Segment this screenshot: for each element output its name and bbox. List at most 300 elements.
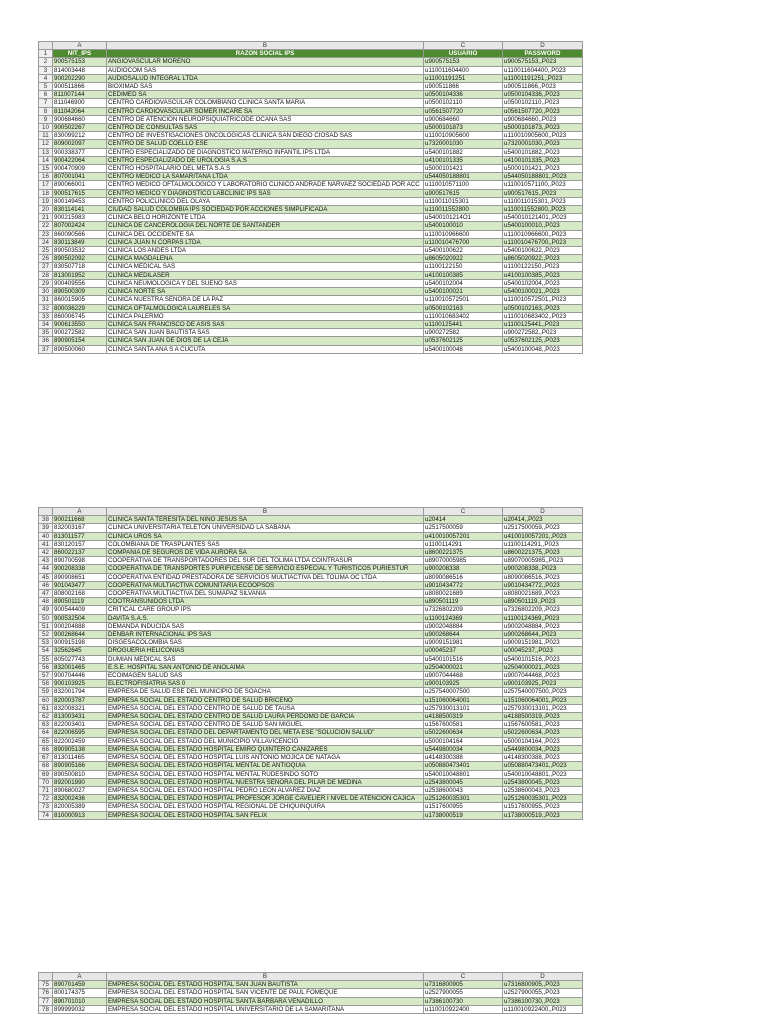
- table-row: [39, 540, 583, 548]
- password-cell: u900684660,,P023: [503, 115, 583, 123]
- razon-social-cell: DISGESACOLOMBIA SAS: [107, 639, 424, 647]
- razon-social-cell: CENTRO MEDICO OFTALMOLOGICO Y LABORATORIO CLINICO ANDRADE NARVAEZ SOCIEDAD POR ACC: [107, 181, 424, 189]
- nit-cell: 832003167: [53, 524, 107, 532]
- row-number: 3: [39, 66, 53, 74]
- usuario-cell: u900208338: [424, 565, 503, 573]
- row-number: 15: [39, 165, 53, 173]
- table-row: [39, 165, 583, 173]
- razon-social-cell: AUDIOSALUD INTEGRAL LTDA: [107, 74, 424, 82]
- password-cell: u0537602125,,P023: [503, 337, 583, 345]
- password-cell: u050880473401,,P023: [503, 762, 583, 770]
- nit-cell: 822006595: [53, 729, 107, 737]
- razon-social-cell: EMPRESA SOCIAL DEL ESTADO HOSPITAL SANTA BARBARA VENADILLO: [107, 997, 424, 1005]
- razon-social-cell: COMPANIA DE SEGUROS DE VIDA AURORA SA: [107, 549, 424, 557]
- password-cell: u900511866,,P023: [503, 83, 583, 91]
- nit-cell: 900613550: [53, 320, 107, 328]
- header-password: PASSWORD: [503, 50, 583, 58]
- table-row: [39, 590, 583, 598]
- row-number: 44: [39, 565, 53, 573]
- row-number: 1: [39, 50, 53, 58]
- usuario-cell: u110010476700: [424, 238, 503, 246]
- row-number: 55: [39, 655, 53, 663]
- table-row: [39, 288, 583, 296]
- row-number: 58: [39, 680, 53, 688]
- nit-cell: 830113849: [53, 238, 107, 246]
- razon-social-cell: CRITICAL CARE GROUP IPS: [107, 606, 424, 614]
- password-cell: u9002048884,,P023: [503, 622, 583, 630]
- usuario-cell: u900575153: [424, 58, 503, 66]
- usuario-cell: u2504000021: [424, 663, 503, 671]
- usuario-cell: u9009151981: [424, 639, 503, 647]
- password-cell: u20414,,P023: [503, 516, 583, 524]
- password-cell: u110010905600,,P023: [503, 132, 583, 140]
- razon-social-cell: EMPRESA SOCIAL DEL ESTADO HOSPITAL REGIONAL DE CHIQUINQUIRA: [107, 803, 424, 811]
- password-cell: u5449800034,,P023: [503, 745, 583, 753]
- razon-social-cell: DROGUERIA HELICONIAS: [107, 647, 424, 655]
- password-cell: u110010966600,,P023: [503, 230, 583, 238]
- row-number: 24: [39, 238, 53, 246]
- razon-social-cell: EMPRESA SOCIAL DEL ESTADO HOSPITAL LUIS ANTONIO MOJICA DE NATAGA: [107, 754, 424, 762]
- usuario-cell: u5000101873: [424, 124, 503, 132]
- nit-cell: 811046900: [53, 99, 107, 107]
- usuario-cell: u110010683402: [424, 312, 503, 320]
- nit-cell: 900502267: [53, 124, 107, 132]
- usuario-cell: u8605020922: [424, 255, 503, 263]
- nit-cell: 809002097: [53, 140, 107, 148]
- password-cell: u900268644,,P023: [503, 631, 583, 639]
- razon-social-cell: ELECTROFISIATRIA SAS 0: [107, 680, 424, 688]
- row-number: 18: [39, 189, 53, 197]
- table-row: [39, 803, 583, 811]
- row-number: 54: [39, 647, 53, 655]
- table-row: [39, 312, 583, 320]
- row-number: 33: [39, 312, 53, 320]
- password-cell: u2517500059,,P023: [503, 524, 583, 532]
- nit-cell: 890500810: [53, 770, 107, 778]
- nit-cell: 899999032: [53, 1005, 107, 1013]
- row-number: 31: [39, 296, 53, 304]
- razon-social-cell: EMPRESA SOCIAL DEL ESTADO HOSPITAL PEDRO LEON ALVAREZ DIAZ: [107, 786, 424, 794]
- row-number: 69: [39, 770, 53, 778]
- table-body-1: [39, 58, 583, 353]
- usuario-cell: u0500102163: [424, 304, 503, 312]
- usuario-cell: u544050188801: [424, 173, 503, 181]
- password-cell: u8605020922,,P023: [503, 255, 583, 263]
- nit-cell: 807001041: [53, 173, 107, 181]
- razon-social-cell: EMPRESA SOCIAL DEL ESTADO HOSPITAL SAN FELIX: [107, 811, 424, 819]
- password-cell: u890501119,,P023: [503, 598, 583, 606]
- razon-social-cell: COLOMBIANA DE TRASPLANTES SAS: [107, 540, 424, 548]
- nit-cell: 900268644: [53, 631, 107, 639]
- header-row: [39, 50, 583, 58]
- usuario-cell: u2543800045: [424, 778, 503, 786]
- usuario-cell: u7326802209: [424, 606, 503, 614]
- nit-cell: 890905154: [53, 337, 107, 345]
- usuario-cell: u7320001030: [424, 140, 503, 148]
- razon-social-cell: DUMIAN MEDICAL SAS: [107, 655, 424, 663]
- row-number: 64: [39, 729, 53, 737]
- row-number: 12: [39, 140, 53, 148]
- usuario-cell: u9010434772: [424, 581, 503, 589]
- table-row: [39, 614, 583, 622]
- row-number: 66: [39, 745, 53, 753]
- row-number: 39: [39, 524, 53, 532]
- usuario-cell: u5000101421: [424, 165, 503, 173]
- nit-cell: 800149453: [53, 197, 107, 205]
- column-letters-row: [39, 508, 583, 516]
- password-cell: u2527900055,,P023: [503, 989, 583, 997]
- column-letter-a: A: [53, 973, 107, 981]
- table-row: [39, 672, 583, 680]
- password-cell: u257540007500,,P023: [503, 688, 583, 696]
- row-number: 76: [39, 989, 53, 997]
- usuario-cell: u5400102004: [424, 279, 503, 287]
- table-body-3: [39, 981, 583, 1014]
- usuario-cell: u050880473401: [424, 762, 503, 770]
- row-number: 2: [39, 58, 53, 66]
- password-cell: u540010048801,,P023: [503, 770, 583, 778]
- header-nit-ips: NIT_IPS: [53, 50, 107, 58]
- nit-cell: 805027743: [53, 655, 107, 663]
- corner-cell: [39, 42, 53, 50]
- nit-cell: 890502092: [53, 255, 107, 263]
- razon-social-cell: CLINICA NEUMOLOGICA Y DEL SUENO SAS: [107, 279, 424, 287]
- usuario-cell: u900268644: [424, 631, 503, 639]
- row-number: 48: [39, 598, 53, 606]
- password-cell: u5400100021,,P023: [503, 288, 583, 296]
- table-row: [39, 132, 583, 140]
- nit-cell: 800174375: [53, 989, 107, 997]
- table-row: [39, 524, 583, 532]
- ips-table-1: [38, 41, 583, 354]
- nit-cell: 811042064: [53, 107, 107, 115]
- nit-cell: 860090566: [53, 230, 107, 238]
- row-number: 41: [39, 540, 53, 548]
- row-number: 62: [39, 713, 53, 721]
- usuario-cell: u5400100010: [424, 222, 503, 230]
- password-cell: u0500104336,,P023: [503, 91, 583, 99]
- table-row: [39, 148, 583, 156]
- sheet-block-2: [38, 507, 582, 820]
- usuario-cell: u11001191251: [424, 74, 503, 82]
- row-number: 29: [39, 279, 53, 287]
- table-row: [39, 66, 583, 74]
- sheet-block-1: [38, 41, 582, 354]
- nit-cell: 810000913: [53, 811, 107, 819]
- usuario-cell: u110010572501: [424, 296, 503, 304]
- razon-social-cell: CENTRO MEDICO LA SAMARITANA LTDA: [107, 173, 424, 181]
- nit-cell: 900215983: [53, 214, 107, 222]
- corner-cell: [39, 973, 53, 981]
- row-number: 22: [39, 222, 53, 230]
- row-number: 78: [39, 1005, 53, 1013]
- table-row: [39, 565, 583, 573]
- usuario-cell: u2517500059: [424, 524, 503, 532]
- razon-social-cell: EMPRESA SOCIAL DEL ESTADO HOSPITAL PROFESOR JORGE CAVELIER I NIVEL DE ATENCION CAJICA: [107, 795, 424, 803]
- table-row: [39, 214, 583, 222]
- row-number: 13: [39, 148, 53, 156]
- nit-cell: 900470909: [53, 165, 107, 173]
- table-row: [39, 729, 583, 737]
- nit-cell: 900409556: [53, 279, 107, 287]
- usuario-cell: u9002048884: [424, 622, 503, 630]
- password-cell: u5400101882,,P023: [503, 148, 583, 156]
- header-razon-social: RAZON SOCIAL IPS: [107, 50, 424, 58]
- table-row: [39, 329, 583, 337]
- password-cell: u00045237,,P023: [503, 647, 583, 655]
- usuario-cell: u0561507720: [424, 107, 503, 115]
- usuario-cell: u5400101214O1: [424, 214, 503, 222]
- password-cell: u7326802209,,P023: [503, 606, 583, 614]
- nit-cell: 890503532: [53, 247, 107, 255]
- password-cell: u900575153,,P023: [503, 58, 583, 66]
- razon-social-cell: CLINICA MAGDALENA: [107, 255, 424, 263]
- nit-cell: 800036229: [53, 304, 107, 312]
- table-row: [39, 704, 583, 712]
- table-row: [39, 655, 583, 663]
- row-number: 77: [39, 997, 53, 1005]
- table-row: [39, 598, 583, 606]
- nit-cell: 820003787: [53, 696, 107, 704]
- table-row: [39, 770, 583, 778]
- nit-cell: 900338377: [53, 148, 107, 156]
- row-number: 10: [39, 124, 53, 132]
- table-row: [39, 173, 583, 181]
- razon-social-cell: DENBAR INTERNACIONAL IPS SAS: [107, 631, 424, 639]
- row-number: 60: [39, 696, 53, 704]
- table-row: [39, 778, 583, 786]
- razon-social-cell: CLINICA DE CANCEROLOGIA DEL NORTE DE SANTANDER: [107, 222, 424, 230]
- row-number: 70: [39, 778, 53, 786]
- table-row: [39, 279, 583, 287]
- table-row: [39, 238, 583, 246]
- razon-social-cell: CLINICA UNIVERSITARIA TELETON UNIVERSIDAD LA SABANA: [107, 524, 424, 532]
- row-number: 14: [39, 156, 53, 164]
- usuario-cell: u110010571100: [424, 181, 503, 189]
- nit-cell: 892001990: [53, 778, 107, 786]
- nit-cell: 890700598: [53, 557, 107, 565]
- table-body-2: [39, 516, 583, 820]
- table-row: [39, 663, 583, 671]
- usuario-cell: u5400100622: [424, 247, 503, 255]
- row-number: 46: [39, 581, 53, 589]
- password-cell: u8600221375,,P023: [503, 549, 583, 557]
- password-cell: u110010922400,,P023: [503, 1005, 583, 1013]
- nit-cell: 822002459: [53, 737, 107, 745]
- password-cell: u110010476700,,P023: [503, 238, 583, 246]
- razon-social-cell: EMPRESA SOCIAL DEL ESTADO CENTRO DE SALUD SAN MIGUEL: [107, 721, 424, 729]
- password-cell: u5400101516,,P023: [503, 655, 583, 663]
- password-cell: u5000104164,,P023: [503, 737, 583, 745]
- nit-cell: 32562645: [53, 647, 107, 655]
- nit-cell: 832001465: [53, 663, 107, 671]
- password-cell: u110011604400,,P023: [503, 66, 583, 74]
- password-cell: u5000101421,,P023: [503, 165, 583, 173]
- nit-cell: 900422064: [53, 156, 107, 164]
- row-number: 25: [39, 247, 53, 255]
- password-cell: u410010057201,,P023: [503, 532, 583, 540]
- row-number: 42: [39, 549, 53, 557]
- usuario-cell: u1100122150: [424, 263, 503, 271]
- row-number: 32: [39, 304, 53, 312]
- razon-social-cell: CLINICA MEDILASER: [107, 271, 424, 279]
- nit-cell: 811007144: [53, 91, 107, 99]
- table-row: [39, 516, 583, 524]
- password-cell: u900272582,,P023: [503, 329, 583, 337]
- table-row: [39, 83, 583, 91]
- usuario-cell: u900517615: [424, 189, 503, 197]
- razon-social-cell: ECOIMAGEN SALUD SAS: [107, 672, 424, 680]
- password-cell: u900208338,,P023: [503, 565, 583, 573]
- nit-cell: 890501119: [53, 598, 107, 606]
- table-row: [39, 247, 583, 255]
- table-row: [39, 795, 583, 803]
- password-cell: u7386100730,,P023: [503, 997, 583, 1005]
- password-cell: u251260035301,,P023: [503, 795, 583, 803]
- usuario-cell: u00045237: [424, 647, 503, 655]
- table-row: [39, 230, 583, 238]
- usuario-cell: u4100100385: [424, 271, 503, 279]
- nit-cell: 830507718: [53, 263, 107, 271]
- table-row: [39, 181, 583, 189]
- password-cell: u0561507720,,P023: [503, 107, 583, 115]
- nit-cell: 900511866: [53, 83, 107, 91]
- table-row: [39, 754, 583, 762]
- nit-cell: 900103925: [53, 680, 107, 688]
- razon-social-cell: CENTRO DE ATENCION NEUROPSIQUIATRICODE OCANA SAS: [107, 115, 424, 123]
- password-cell: u7316800905,,P023: [503, 981, 583, 989]
- password-cell: u1100125441,,P023: [503, 320, 583, 328]
- password-cell: u1100124369,,P023: [503, 614, 583, 622]
- usuario-cell: u900103925: [424, 680, 503, 688]
- row-number: 71: [39, 786, 53, 794]
- password-cell: u8090086516,,P023: [503, 573, 583, 581]
- row-number: 47: [39, 590, 53, 598]
- row-number: 7: [39, 99, 53, 107]
- razon-social-cell: EMPRESA SOCIAL DEL ESTADO HOSPITAL SAN VICENTE DE PAUL FOMEQUE: [107, 989, 424, 997]
- password-cell: u2504000021,,P023: [503, 663, 583, 671]
- nit-cell: 890905166: [53, 762, 107, 770]
- password-cell: u257930013101,,P023: [503, 704, 583, 712]
- password-cell: u5400100622,,P023: [503, 247, 583, 255]
- usuario-cell: u110010922400: [424, 1005, 503, 1013]
- password-cell: u8080021689,,P023: [503, 590, 583, 598]
- table-row: [39, 581, 583, 589]
- password-cell: u540010121401,,P023: [503, 214, 583, 222]
- usuario-cell: u900272582: [424, 329, 503, 337]
- table-row: [39, 345, 583, 353]
- razon-social-cell: COOPERATIVA MULTIACTIVA COMUNITARIA ECOOPSOS: [107, 581, 424, 589]
- column-letter-d: D: [503, 508, 583, 516]
- password-cell: u9007044468,,P023: [503, 672, 583, 680]
- table-row: [39, 647, 583, 655]
- razon-social-cell: EMPRESA SOCIAL DEL ESTADO HOSPITAL SAN JUAN BAUTISTA: [107, 981, 424, 989]
- table-row: [39, 320, 583, 328]
- password-cell: u151060064001,,P023: [503, 696, 583, 704]
- table-row: [39, 737, 583, 745]
- razon-social-cell: CENTRO MEDICO Y DIAGNOSTICO LABCLINIC IPS SAS: [107, 189, 424, 197]
- razon-social-cell: BIOXIMAD SAS: [107, 83, 424, 91]
- password-cell: u89070005985,,P023: [503, 557, 583, 565]
- nit-cell: 900204888: [53, 622, 107, 630]
- row-number: 5: [39, 83, 53, 91]
- password-cell: u110011552800,,P023: [503, 206, 583, 214]
- password-cell: u110010571100,,P023: [503, 181, 583, 189]
- column-letter-d: D: [503, 42, 583, 50]
- nit-cell: 890066001: [53, 181, 107, 189]
- table-row: [39, 688, 583, 696]
- row-number: 21: [39, 214, 53, 222]
- password-cell: u4100101335,,P023: [503, 156, 583, 164]
- password-cell: u5400100048,,P023: [503, 345, 583, 353]
- table-row: [39, 762, 583, 770]
- row-number: 59: [39, 688, 53, 696]
- razon-social-cell: COOTRANSUNIDOS LTDA: [107, 598, 424, 606]
- table-row: [39, 532, 583, 540]
- razon-social-cell: DEMANDA INDUCIDA SAS: [107, 622, 424, 630]
- row-number: 52: [39, 631, 53, 639]
- column-letter-a: A: [53, 42, 107, 50]
- razon-social-cell: E.S.E. HOSPITAL SAN ANTONIO DE ANOLAIMA: [107, 663, 424, 671]
- razon-social-cell: CLINICA SANTA ANA S A CUCUTA: [107, 345, 424, 353]
- usuario-cell: u4148300388: [424, 754, 503, 762]
- row-number: 72: [39, 795, 53, 803]
- usuario-cell: u0500102110: [424, 99, 503, 107]
- nit-cell: 900272582: [53, 329, 107, 337]
- usuario-cell: u1517600955: [424, 803, 503, 811]
- table-row: [39, 74, 583, 82]
- sheet-block-3: [38, 972, 582, 1014]
- razon-social-cell: EMPRESA SOCIAL DEL ESTADO CENTRO DE SALUD DE TAUSA: [107, 704, 424, 712]
- razon-social-cell: CLINICA NORTE SA: [107, 288, 424, 296]
- razon-social-cell: CENTRO ESPECIALIZADO DE UROLOGIA S.A.S: [107, 156, 424, 164]
- table-row: [39, 140, 583, 148]
- razon-social-cell: CLINICA DEL OCCIDENTE SA: [107, 230, 424, 238]
- column-letters-row: [39, 42, 583, 50]
- table-row: [39, 631, 583, 639]
- table-row: [39, 304, 583, 312]
- nit-cell: 900575153: [53, 58, 107, 66]
- row-number: 75: [39, 981, 53, 989]
- razon-social-cell: CLINICA JUAN N CORPAS LTDA: [107, 238, 424, 246]
- nit-cell: 900208338: [53, 565, 107, 573]
- razon-social-cell: CLINICA NUESTRA SENORA DE LA PAZ: [107, 296, 424, 304]
- password-cell: u9009151981,,P023: [503, 639, 583, 647]
- usuario-cell: u2538600043: [424, 786, 503, 794]
- usuario-cell: u5400101882: [424, 148, 503, 156]
- nit-cell: 860015905: [53, 296, 107, 304]
- nit-cell: 900532504: [53, 614, 107, 622]
- table-row: [39, 549, 583, 557]
- table-row: [39, 124, 583, 132]
- usuario-cell: u890501119: [424, 598, 503, 606]
- password-cell: u7320001030,,P023: [503, 140, 583, 148]
- table-row: [39, 296, 583, 304]
- nit-cell: 813003431: [53, 713, 107, 721]
- password-cell: u1517600955,,P023: [503, 803, 583, 811]
- nit-cell: 900684660: [53, 115, 107, 123]
- password-cell: u4188500319,,P023: [503, 713, 583, 721]
- table-row: [39, 189, 583, 197]
- razon-social-cell: COOPERATIVA DE TRANSPORTADORES DEL SUR DEL TOLIMA LTDA COINTRASUR: [107, 557, 424, 565]
- column-letter-b: B: [107, 508, 424, 516]
- nit-cell: 832002436: [53, 795, 107, 803]
- row-number: 23: [39, 230, 53, 238]
- row-number: 74: [39, 811, 53, 819]
- row-number: 56: [39, 663, 53, 671]
- row-number: 53: [39, 639, 53, 647]
- razon-social-cell: CLINICA SANTA TERESITA DEL NINO JESUS SA: [107, 516, 424, 524]
